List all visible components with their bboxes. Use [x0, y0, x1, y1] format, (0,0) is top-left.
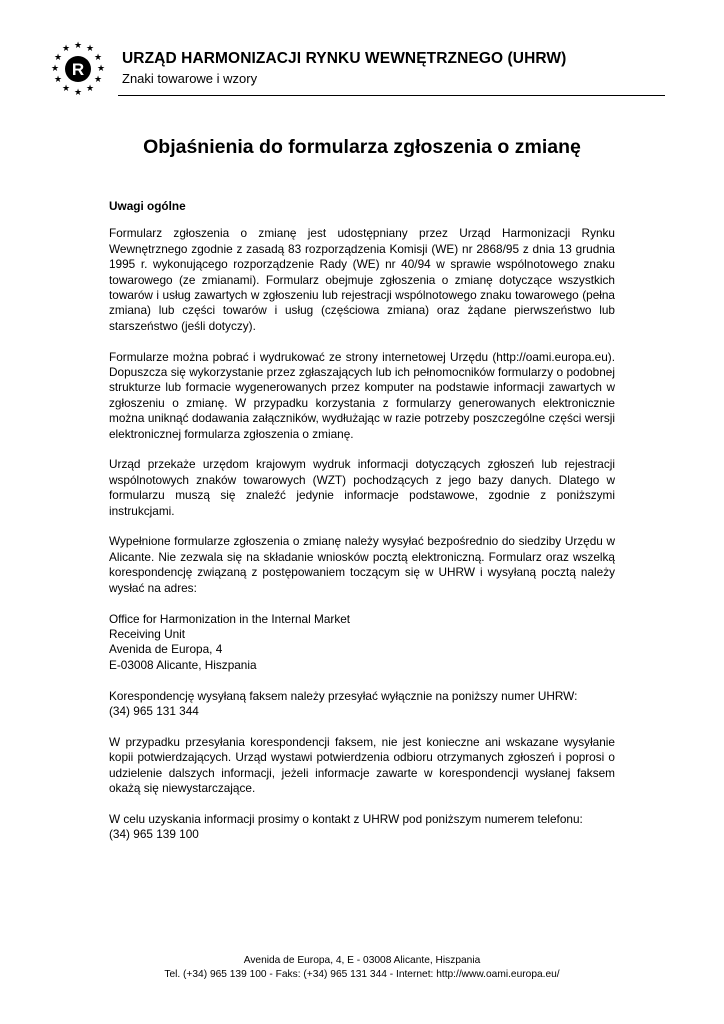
- paragraph: Wypełnione formularze zgłoszenia o zmianę należy wysyłać bezpośrednio do siedziby Urzędu w Alicante. Nie zezwala się na składanie wniosków pocztą elektroniczną. Formularz oraz wszelką korespondencję związaną z postępowaniem toczącym się w UHRW i wysyłaną pocztą należy wysłać na adres:: [109, 534, 615, 595]
- document-body: [109, 199, 615, 858]
- phone-number: (34) 965 139 100: [109, 827, 199, 842]
- svg-text:★: ★: [53, 53, 63, 63]
- svg-text:★: ★: [61, 44, 71, 54]
- svg-text:★: ★: [85, 44, 95, 54]
- phone-info: [109, 812, 615, 843]
- oami-stars-r-logo-icon: [50, 40, 106, 96]
- svg-text:★: ★: [61, 84, 71, 94]
- paragraph: Formularz zgłoszenia o zmianę jest udostępniany przez Urząd Harmonizacji Rynku Wewnętrznego zgodnie z zasadą 83 rozporządzenia Komisji (WE) nr 2868/95 z dnia 13 grudnia 1995 r. wykonującego rozporządzenie Rady (WE) nr 40/94 w sprawie wspólnotowego znaku towarowego (ze zmianami). Formularz obejmuje zgłoszenia o zmianę dotyczące wszystkich towarów i usług zawartych w zgłoszeniu lub rejestracji wspólnotowego znaku towarowego (pełna zmiana) lub części towarów i usług (częściowa zmiana) oraz żądane pierwszeństwo lub starszeństwo (jeśli dotyczy).: [109, 226, 615, 333]
- fax-text: Korespondencję wysyłaną faksem należy przesyłać wyłącznie na poniższy numer UHRW:: [109, 688, 578, 703]
- footer-address: Avenida de Europa, 4, E - 03008 Alicante, Hiszpania: [243, 955, 481, 966]
- phone-text: W celu uzyskania informacji prosimy o kontakt z UHRW pod poniższym numerem telefonu:: [109, 811, 583, 826]
- svg-text:★: ★: [96, 64, 106, 74]
- document-title: Objaśnienia do formularza zgłoszenia o zmianę: [143, 136, 581, 158]
- address-line: Avenida de Europa, 4: [109, 642, 223, 657]
- section-heading: Uwagi ogólne: [109, 199, 186, 213]
- address-line: Receiving Unit: [109, 626, 186, 641]
- paragraph: Formularze można pobrać i wydrukować ze strony internetowej Urzędu (http://oami.europa.eu). Dopuszcza się wykorzystanie przez zgłaszających lub ich pełnomocników formularzy o podobnej strukturze lub formacie wygenerowanych przez komputer na podstawie informacji zawartych w zgłoszeniu o zmianę. W przypadku korzystania z formularzy generowanych elektronicznie można uniknąć dodawania załączników, wydłużając w razie potrzeby poszczególne części wersji elektronicznej formularza zgłoszenia o zmianę.: [109, 349, 615, 441]
- address-line: E-03008 Alicante, Hiszpania: [109, 657, 257, 672]
- fax-number: (34) 965 131 344: [109, 703, 199, 718]
- logo-letter: R: [71, 60, 85, 79]
- postal-address: [109, 612, 615, 674]
- fax-info: [109, 689, 615, 720]
- svg-text:★: ★: [93, 53, 103, 63]
- svg-text:★: ★: [50, 64, 60, 74]
- paragraph: W przypadku przesyłania korespondencji faksem, nie jest konieczne ani wskazane wysyłanie kopii potwierdzających. Urząd wystawi potwierdzenia odbioru otrzymanych zgłoszeń i poprosi o udzielenie dalszych informacji, jeżeli informacje zawarte w korespondencji wysłanej faksem okażą się niewystarczające.: [109, 734, 615, 795]
- footer-contact: Tel. (+34) 965 139 100 - Faks: (+34) 965 131 344 - Internet: http://www.oami.europa.eu/: [164, 969, 560, 980]
- svg-text:★: ★: [93, 75, 103, 85]
- svg-text:★: ★: [73, 88, 83, 96]
- svg-text:★: ★: [85, 84, 95, 94]
- svg-text:★: ★: [53, 75, 63, 85]
- address-line: Office for Harmonization in the Internal Market: [109, 611, 351, 626]
- svg-text:★: ★: [73, 41, 83, 51]
- office-subtitle: Znaki towarowe i wzory: [122, 71, 258, 86]
- office-name: URZĄD HARMONIZACJI RYNKU WEWNĘTRZNEGO (UHRW): [122, 50, 567, 67]
- header-divider: [118, 95, 665, 96]
- paragraph: Urząd przekaże urzędom krajowym wydruk informacji dotyczących zgłoszeń lub rejestracji wspólnotowych znaków towarowych (WZT) pochodzących z jego bazy danych. Dlatego w formularzu muszą się znaleźć jedynie informacje podstawowe, zgodnie z poniższymi instrukcjami.: [109, 457, 615, 518]
- page-footer: [0, 954, 724, 982]
